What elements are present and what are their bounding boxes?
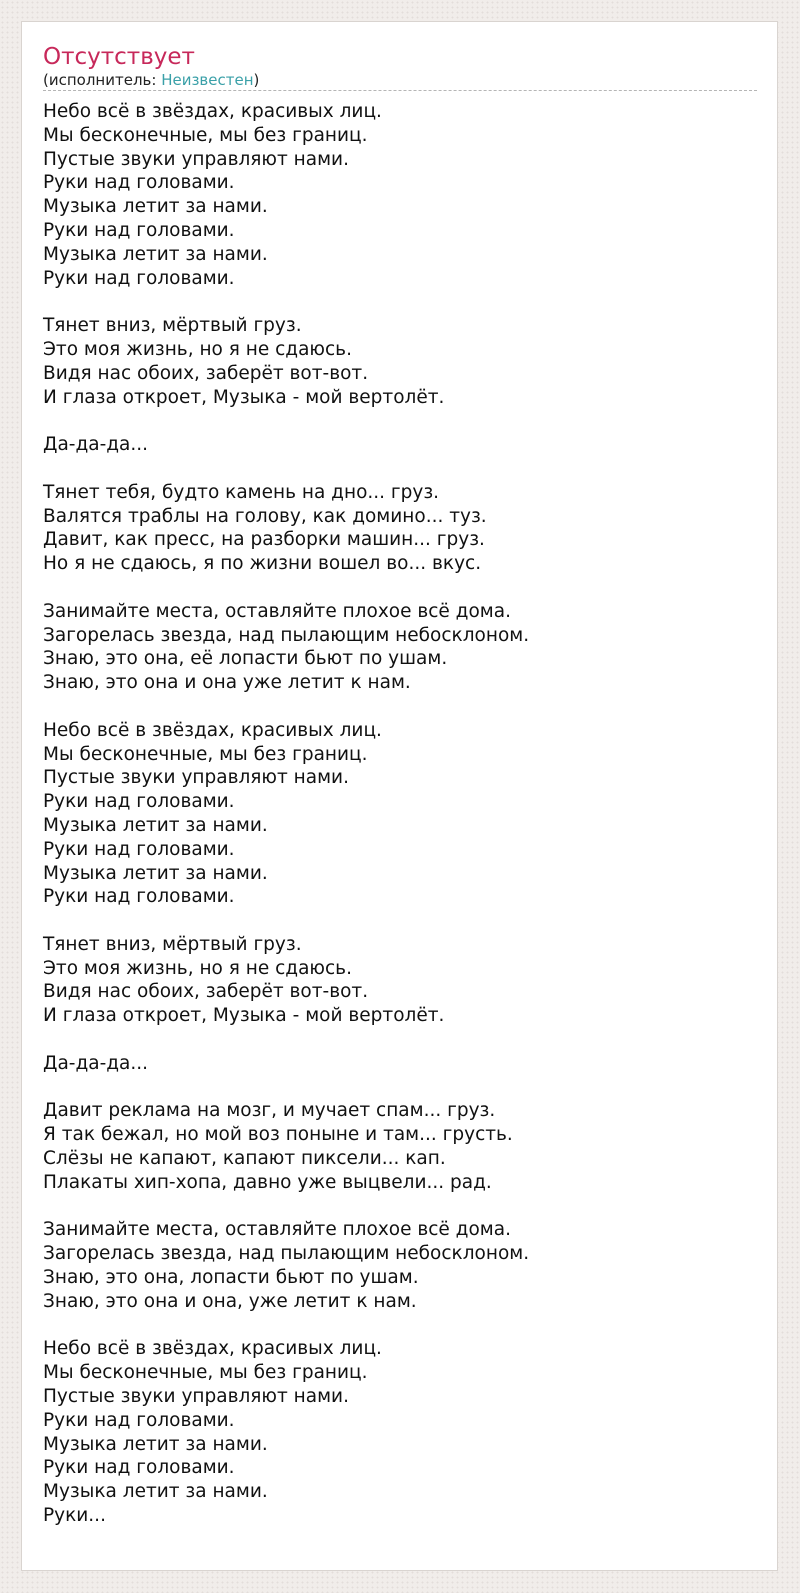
- lyrics-stanza: [43, 1052, 757, 1076]
- lyrics-line: Валятся траблы на голову, как домино... туз.: [43, 505, 487, 527]
- artist-suffix: ): [253, 71, 260, 89]
- lyrics-line: Руки над головами.: [43, 1409, 235, 1431]
- artist-line: [43, 71, 757, 91]
- artist-prefix: (исполнитель:: [43, 71, 162, 89]
- lyrics-line: Знаю, это она, её лопасти бьют по ушам.: [43, 648, 448, 670]
- lyrics-line: Загорелась звезда, над пылающим небосклоном.: [43, 624, 530, 646]
- lyrics-stanza: [43, 600, 757, 695]
- lyrics-line: Да-да-да...: [43, 434, 149, 456]
- lyrics-line: Видя нас обоих, заберёт вот-вот.: [43, 981, 369, 1003]
- lyrics-stanza: [43, 314, 757, 409]
- lyrics-line: Это моя жизнь, но я не сдаюсь.: [43, 338, 352, 360]
- lyrics-stanza: [43, 1218, 757, 1313]
- lyrics-line: Музыка летит за нами.: [43, 196, 268, 218]
- lyrics-line: Занимайте места, оставляйте плохое всё дома.: [43, 600, 511, 622]
- lyrics-line: Я так бежал, но мой воз поныне и там... грусть.: [43, 1124, 513, 1146]
- lyrics-line: Но я не сдаюсь, я по жизни вошел во... вкус.: [43, 553, 482, 575]
- lyrics-line: Слёзы не капают, капают пиксели... кап.: [43, 1148, 446, 1170]
- lyrics-line: И глаза откроет, Музыка - мой вертолёт.: [43, 386, 445, 408]
- lyrics-line: Знаю, это она и она уже летит к нам.: [43, 672, 411, 694]
- lyrics-line: Музыка летит за нами.: [43, 862, 268, 884]
- lyrics-line: Руки над головами.: [43, 172, 235, 194]
- lyrics-line: Пустые звуки управляют нами.: [43, 767, 349, 789]
- lyrics-line: Руки над головами.: [43, 267, 235, 289]
- lyrics-line: Музыка летит за нами.: [43, 1481, 268, 1503]
- lyrics-line: Руки над головами.: [43, 838, 235, 860]
- lyrics-line: Мы бесконечные, мы без границ.: [43, 1362, 368, 1384]
- lyrics-stanza: [43, 719, 757, 909]
- lyrics-line: Загорелась звезда, над пылающим небосклоном.: [43, 1243, 530, 1265]
- lyrics-line: Руки над головами.: [43, 791, 235, 813]
- lyrics-line: Давит реклама на мозг, и мучает спам... груз.: [43, 1100, 496, 1122]
- lyrics-text: [43, 100, 757, 1528]
- lyrics-stanza: [43, 100, 757, 290]
- lyrics-line: Тянет вниз, мёртвый груз.: [43, 933, 302, 955]
- lyrics-line: Небо всё в звёздах, красивых лиц.: [43, 1338, 382, 1360]
- lyrics-line: Руки...: [43, 1505, 106, 1527]
- lyrics-line: Знаю, это она, лопасти бьют по ушам.: [43, 1267, 419, 1289]
- lyrics-line: Музыка летит за нами.: [43, 1433, 268, 1455]
- lyrics-line: Небо всё в звёздах, красивых лиц.: [43, 719, 382, 741]
- lyrics-stanza: [43, 1099, 757, 1194]
- lyrics-stanza: [43, 1337, 757, 1527]
- lyrics-line: Руки над головами.: [43, 886, 235, 908]
- lyrics-line: Это моя жизнь, но я не сдаюсь.: [43, 957, 352, 979]
- lyrics-line: Небо всё в звёздах, красивых лиц.: [43, 101, 382, 122]
- lyrics-line: Руки над головами.: [43, 1457, 235, 1479]
- lyrics-line: Мы бесконечные, мы без границ.: [43, 743, 368, 765]
- lyrics-line: И глаза откроет, Музыка - мой вертолёт.: [43, 1005, 445, 1027]
- lyrics-line: Знаю, это она и она, уже летит к нам.: [43, 1290, 417, 1312]
- lyrics-stanza: [43, 481, 757, 576]
- lyrics-line: Руки над головами.: [43, 219, 235, 241]
- lyrics-line: Давит, как пресс, на разборки машин... груз.: [43, 529, 485, 551]
- lyrics-stanza: [43, 433, 757, 457]
- lyrics-line: Тянет тебя, будто камень на дно... груз.: [43, 481, 440, 503]
- lyrics-line: Тянет вниз, мёртвый груз.: [43, 315, 302, 337]
- lyrics-line: Да-да-да...: [43, 1052, 149, 1074]
- lyrics-line: Пустые звуки управляют нами.: [43, 148, 349, 170]
- lyrics-stanza: [43, 933, 757, 1028]
- lyrics-line: Плакаты хип-хопа, давно уже выцвели... рад.: [43, 1171, 492, 1193]
- lyrics-line: Мы бесконечные, мы без границ.: [43, 124, 368, 146]
- lyrics-line: Занимайте места, оставляйте плохое всё дома.: [43, 1219, 511, 1241]
- lyrics-line: Видя нас обоих, заберёт вот-вот.: [43, 362, 369, 384]
- lyrics-line: Музыка летит за нами.: [43, 243, 268, 265]
- song-title: Отсутствует: [43, 44, 195, 70]
- artist-link[interactable]: Неизвестен: [161, 71, 254, 89]
- lyrics-card: [21, 21, 778, 1571]
- lyrics-line: Пустые звуки управляют нами.: [43, 1386, 349, 1408]
- lyrics-line: Музыка летит за нами.: [43, 814, 268, 836]
